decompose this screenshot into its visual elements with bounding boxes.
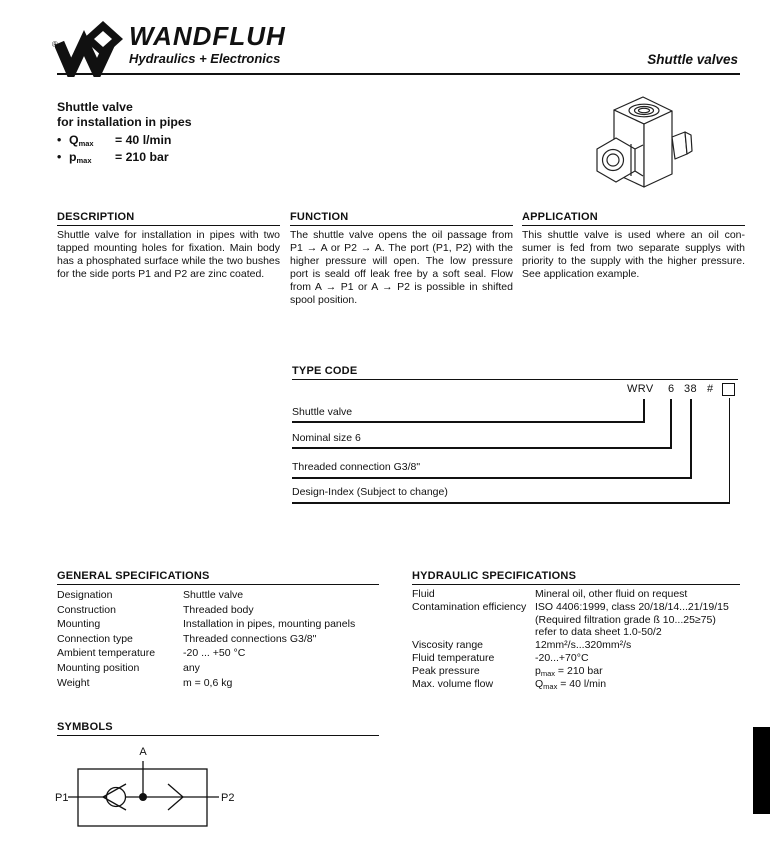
design-index-box (722, 383, 735, 396)
spec-value: Qmax = 40 l/min (535, 678, 607, 692)
spec-row (57, 661, 379, 676)
spec-label: Fluid temperature (412, 651, 495, 664)
spec-label: Contamination efficiency (412, 600, 527, 613)
brand-name: WANDFLUH (129, 21, 286, 51)
function-body: The shuttle valve opens the oil passage from P1 → A or P2 → A. The port (P1, P2) with the higher pressure will open. The low pressure port is seald off leak free by a soft seal. Flow from A → P1 or A → P2 is possible in shifted spool position. (290, 229, 513, 306)
connector-line (643, 399, 645, 423)
connector-line (292, 421, 645, 423)
spec-row (57, 632, 379, 647)
spec-value: m = 0,6 kg (183, 676, 233, 689)
general-specs-title: GENERAL SPECIFICATIONS (57, 570, 379, 585)
pmax-value: = 210 bar (115, 150, 169, 164)
spec-row (412, 652, 740, 665)
function-title: FUNCTION (290, 211, 513, 226)
spec-row (412, 588, 740, 601)
spec-value: refer to data sheet 1.0-50/2 (535, 626, 662, 639)
spec-row (57, 646, 379, 661)
connector-line (292, 447, 672, 449)
qmax-value: = 40 l/min (115, 133, 172, 147)
spec-value: any (183, 661, 200, 674)
product-intro (57, 100, 297, 164)
spec-value: -20...+70°C (535, 651, 589, 664)
port-label-p1: P1 (55, 792, 69, 804)
valve-isometric-icon (591, 91, 707, 197)
connector-line (292, 502, 730, 504)
brand-tagline: Hydraulics + Electronics (129, 51, 281, 66)
connector-line (670, 399, 672, 449)
symbols-title: SYMBOLS (57, 721, 379, 736)
product-title-line2: for installation in pipes (57, 115, 192, 129)
type-code-title: TYPE CODE (292, 365, 738, 380)
port-label-p2: P2 (221, 792, 235, 804)
section-symbols (57, 721, 379, 736)
bullet-icon: • (57, 133, 62, 147)
spec-label: Connection type (57, 632, 133, 645)
qmax-symbol: Q (69, 133, 79, 147)
section-function (290, 211, 513, 307)
type-code-label: Shuttle valve (292, 406, 353, 418)
spec-label: Fluid (412, 588, 435, 600)
spec-row (412, 626, 740, 639)
application-body: This shuttle valve is used where an oil con-sumer is fed from two separate supplys with priority to the supply with the higher pressure. See application example. (522, 229, 745, 280)
spec-bullet-qmax (57, 133, 297, 147)
spec-row (412, 665, 740, 679)
spec-label: Mounting (57, 618, 101, 631)
valve-drawing (591, 91, 707, 202)
spec-row (412, 678, 740, 692)
hydraulic-specs-title: HYDRAULIC SPECIFICATIONS (412, 570, 740, 585)
spec-label: Max. volume flow (412, 678, 494, 691)
section-general-specifications (57, 570, 379, 690)
spec-value: -20 ... +50 °C (183, 647, 246, 660)
spec-label: Weight (57, 676, 90, 689)
spec-label: Mounting position (57, 661, 140, 674)
description-body: Shuttle valve for installation in pipes with two tapped mounting holes for fixation. Main body has a phosphated surface while the two bushes for the side ports P1 and P2 are zinc coated. (57, 229, 280, 280)
spec-value: Installation in pipes, mounting panels (183, 618, 356, 631)
type-code-part-hash: # (707, 383, 714, 395)
spec-value: Threaded connections G3/8" (183, 632, 317, 645)
pmax-subscript: max (76, 156, 92, 165)
type-code-part-size: 6 (668, 383, 675, 395)
type-code-label: Threaded connection G3/8" (292, 461, 421, 473)
connector-line (690, 399, 692, 479)
spec-label (412, 626, 535, 639)
description-title: DESCRIPTION (57, 211, 280, 226)
spec-row (412, 614, 740, 627)
pmax-symbol: p (69, 150, 77, 164)
spec-value: pmax = 210 bar (535, 664, 603, 678)
qmax-subscript: max (78, 139, 94, 148)
bullet-icon: • (57, 150, 62, 164)
spec-label (412, 614, 535, 627)
spec-row (57, 617, 379, 632)
section-hydraulic-specifications (412, 570, 740, 692)
brand-block (129, 21, 286, 66)
connector-line (729, 398, 731, 504)
hydraulic-symbol-diagram (45, 742, 245, 839)
spec-row (57, 603, 379, 618)
spec-bullet-pmax (57, 150, 297, 164)
spec-value: Shuttle valve (183, 589, 244, 601)
product-title-line1: Shuttle valve (57, 100, 133, 114)
spec-row (57, 676, 379, 691)
section-type-code (292, 365, 738, 515)
spec-label: Designation (57, 589, 113, 601)
application-title: APPLICATION (522, 211, 745, 226)
spec-row (57, 588, 379, 603)
wandfluh-logo-icon (55, 17, 123, 77)
doc-title: Shuttle valves (647, 52, 738, 67)
spec-value: ISO 4406:1999, class 20/18/14...21/19/15 (535, 600, 729, 613)
spec-value: Mineral oil, other fluid on request (535, 588, 688, 600)
section-description (57, 211, 280, 281)
connector-line (292, 477, 692, 479)
spec-label: Construction (57, 603, 116, 616)
header-divider (57, 73, 740, 75)
type-code-part-series: WRV (627, 383, 654, 395)
type-code-part-connection: 38 (684, 383, 698, 395)
section-application (522, 211, 745, 281)
spec-label: Ambient temperature (57, 647, 156, 660)
type-code-label: Design-Index (Subject to change) (292, 486, 448, 498)
spec-row (412, 601, 740, 614)
spec-row (412, 639, 740, 652)
spec-value: (Required filtration grade ß 10...25≥75) (535, 613, 716, 626)
registered-mark: ® (52, 40, 58, 49)
spec-label: Peak pressure (412, 664, 480, 677)
spec-value: 12mm²/s...320mm²/s (535, 639, 632, 651)
shuttle-valve-symbol-icon (45, 742, 245, 834)
spec-label: Viscosity range (412, 639, 484, 651)
port-label-a: A (139, 746, 147, 758)
section-index-tab (753, 727, 770, 814)
spec-value: Threaded body (183, 603, 254, 616)
type-code-label: Nominal size 6 (292, 432, 361, 444)
